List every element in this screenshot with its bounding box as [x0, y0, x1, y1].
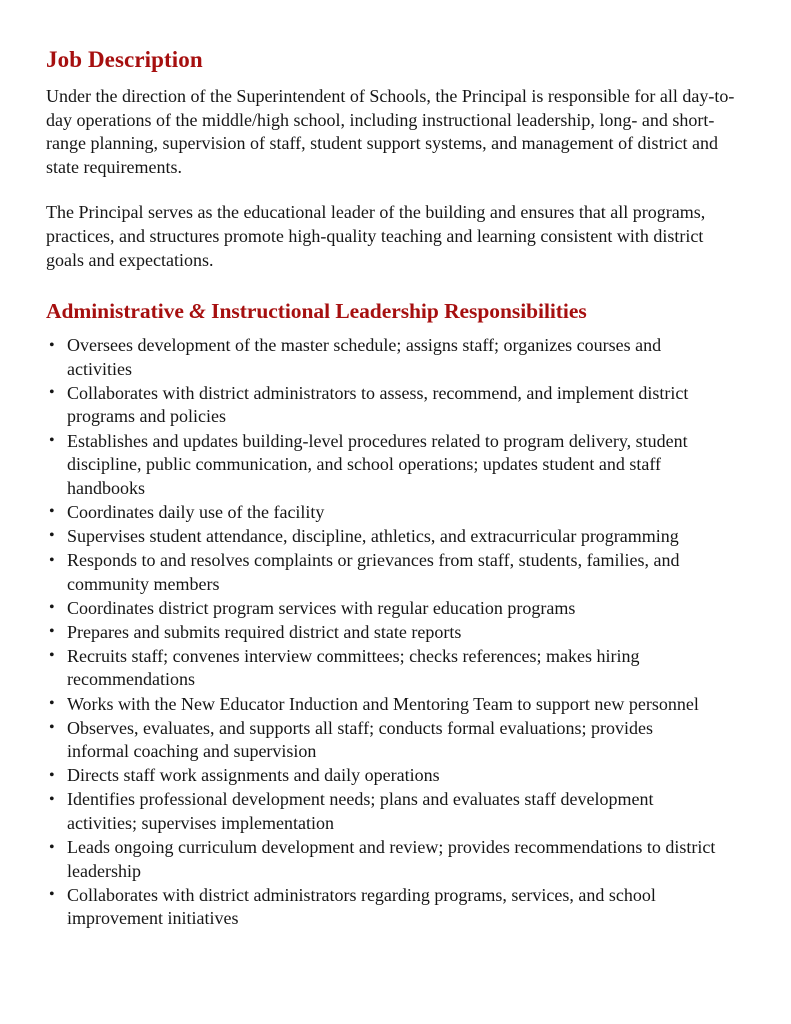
list-item: • Recruits staff; convenes interview committees; checks references; makes hiring recommendations	[49, 645, 718, 692]
responsibilities-heading	[46, 298, 736, 325]
list-item: • Observes, evaluates, and supports all staff; conducts formal evaluations; provides informal coaching and supervision	[49, 717, 718, 764]
list-item: • Directs staff work assignments and daily operations	[49, 764, 718, 788]
responsibilities-heading-before: Administrative	[46, 299, 190, 324]
page-title: Job Description	[46, 47, 203, 72]
list-item: • Responds to and resolves complaints or grievances from staff, students, families, and community members	[49, 549, 718, 596]
list-item: • Collaborates with district administrators to assess, recommend, and implement district programs and policies	[49, 382, 718, 429]
section-responsibilities	[46, 298, 736, 931]
list-item: • Works with the New Educator Induction and Mentoring Team to support new personnel	[49, 693, 718, 717]
job-description-paragraph-1: Under the direction of the Superintendent of Schools, the Principal is responsible for all day-to-day operations of the middle/high school, including instructional leadership, long- and short-range planning, supervision of staff, student support systems, and management of district and state requirements.	[46, 86, 735, 177]
list-item: • Collaborates with district administrators regarding programs, services, and school improvement initiatives	[49, 884, 718, 931]
list-item: • Leads ongoing curriculum development and review; provides recommendations to district leadership	[49, 836, 718, 883]
responsibility-list	[46, 334, 718, 931]
section-job-description	[46, 46, 736, 272]
ampersand-glyph: &	[189, 299, 206, 324]
job-description-paragraph-2: The Principal serves as the educational leader of the building and ensures that all programs, practices, and structures promote high-quality teaching and learning consistent with district goals and expectations.	[46, 202, 706, 270]
responsibilities-heading-after: Instructional Leadership Responsibilities	[205, 299, 587, 324]
list-item: • Coordinates district program services with regular education programs	[49, 597, 718, 621]
list-item: • Supervises student attendance, discipline, athletics, and extracurricular programming	[49, 525, 718, 549]
list-item: • Oversees development of the master schedule; assigns staff; organizes courses and activities	[49, 334, 718, 381]
list-item: • Prepares and submits required district and state reports	[49, 621, 718, 645]
list-item: • Identifies professional development needs; plans and evaluates staff development activities; supervises implementation	[49, 788, 718, 835]
list-item: • Coordinates daily use of the facility	[49, 501, 718, 525]
list-item: • Establishes and updates building-level procedures related to program delivery, student discipline, public communication, and school operations; updates student and staff handbooks	[49, 430, 718, 501]
document-body	[46, 46, 736, 931]
